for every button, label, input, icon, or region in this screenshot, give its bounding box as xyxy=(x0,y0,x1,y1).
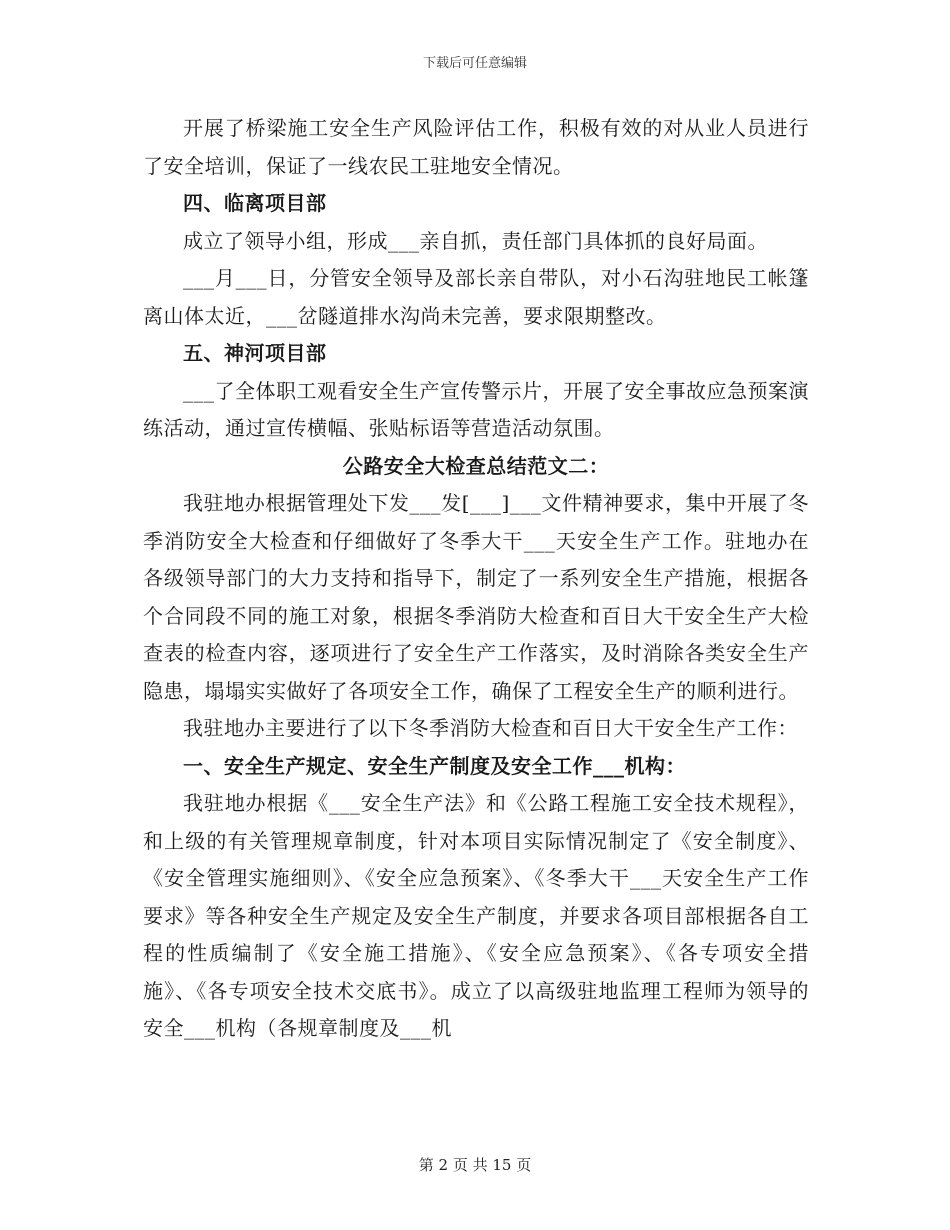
paragraph: ___月___日，分管安全领导及部长亲自带队，对小石沟驻地民工帐篷离山体太近，___岔隧道排水沟尚未完善，要求限期整改。 xyxy=(143,266,809,328)
document-body xyxy=(143,110,809,1048)
paragraph: 成立了领导小组，形成___亲自抓，责任部门具体抓的良好局面。 xyxy=(183,228,768,253)
section-heading: 四、临离项目部 xyxy=(183,191,327,215)
paragraph: 我驻地办根据管理处下发___发[___]___文件精神要求，集中开展了冬季消防安全大检查和仔细做好了冬季大干___天安全生产工作。驻地办在各级领导部门的大力支持和指导下，制定了一系列安全生产措施，根据各个合同段不同的施工对象，根据冬季消防大检查和百日大干安全生产大检查表的检查内容，逐项进行了安全生产工作落实，及时消除各类安全生产隐患，塌塌实实做好了各项安全工作，确保了工程安全生产的顺利进行。 xyxy=(143,491,809,703)
section-heading: 五、神河项目部 xyxy=(183,341,327,365)
page-footer: 第 2 页 共 15 页 xyxy=(418,1156,532,1174)
paragraph: 开展了桥梁施工安全生产风险评估工作，积极有效的对从业人员进行了安全培训，保证了一线农民工驻地安全情况。 xyxy=(143,116,809,178)
paragraph: 我驻地办主要进行了以下冬季消防大检查和百日大干安全生产工作： xyxy=(183,716,798,740)
document-title: 公路安全大检查总结范文二： xyxy=(342,453,610,478)
section-heading: 一、安全生产规定、安全生产制度及安全工作___机构： xyxy=(183,753,686,778)
page-header: 下载后可任意编辑 xyxy=(422,56,527,71)
paragraph: 我驻地办根据《___安全生产法》和《公路工程施工安全技术规程》，和上级的有关管理规章制度，针对本项目实际情况制定了《安全制度》、《安全管理实施细则》、《安全应急预案》、《冬季大干___天安全生产工作要求》等各种安全生产规定及安全生产制度，并要求各项目部根据各自工程的性质编制了《安全施工措施》、《安全应急预案》、《各专项安全措施》、《各专项安全技术交底书》。成立了以高级驻地监理工程师为领导的安全___机构（各规章制度及___机 xyxy=(143,791,809,1040)
paragraph: ___了全体职工观看安全生产宣传警示片，开展了安全事故应急预案演练活动，通过宣传横幅、张贴标语等营造活动氛围。 xyxy=(143,378,809,440)
